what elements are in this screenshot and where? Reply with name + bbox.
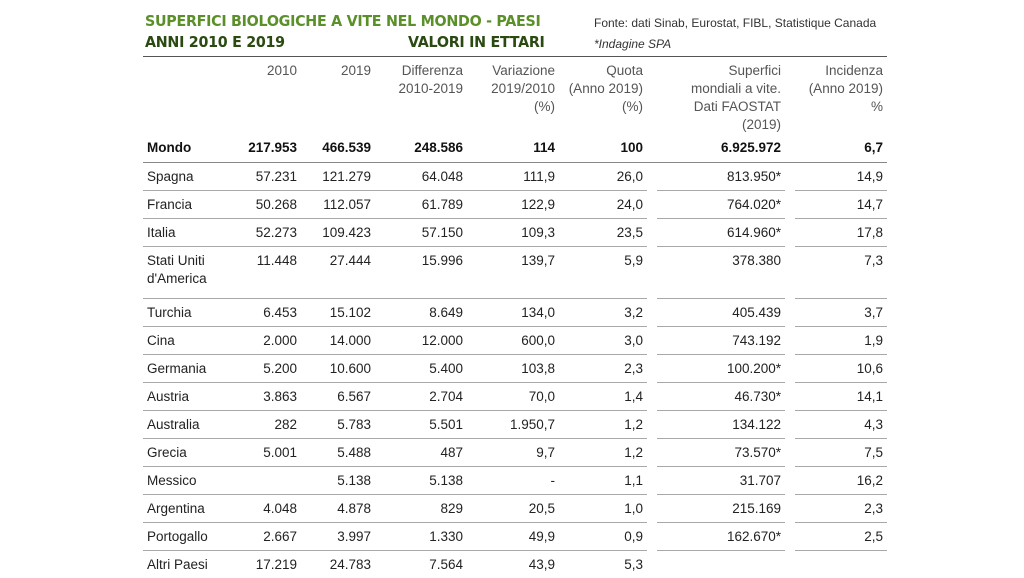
cell-diff: 64.048 <box>375 163 467 191</box>
cell-var: 600,0 <box>467 327 559 355</box>
cell-2010: 50.268 <box>233 191 301 219</box>
cell-var: 9,7 <box>467 439 559 467</box>
table-subtitle-units: VALORI IN ETTARI <box>408 33 545 51</box>
cell-2019: 24.783 <box>301 551 375 578</box>
country-name: Austria <box>143 383 233 411</box>
cell-quota: 1,4 <box>559 383 647 411</box>
cell-diff: 829 <box>375 495 467 523</box>
cell-2010: 17.219 <box>233 551 301 578</box>
cell-quota: 23,5 <box>559 219 647 247</box>
cell-superfici: 405.439 <box>657 299 785 327</box>
cell-var: - <box>467 467 559 495</box>
cell-superfici: 134.122 <box>657 411 785 439</box>
cell-2019: 14.000 <box>301 327 375 355</box>
cell-2010: 5.200 <box>233 355 301 383</box>
cell-2010: 5.001 <box>233 439 301 467</box>
cell-superfici: 378.380 <box>657 247 785 299</box>
cell-2010: 6.453 <box>233 299 301 327</box>
cell-superfici: 100.200* <box>657 355 785 383</box>
cell-incidenza: 14,7 <box>795 191 887 219</box>
header-row <box>143 60 887 134</box>
country-name: Spagna <box>143 163 233 191</box>
cell-superfici: 215.169 <box>657 495 785 523</box>
table-row <box>143 551 887 578</box>
footnote-indagine: *Indagine SPA <box>594 37 671 51</box>
table-title: SUPERFICI BIOLOGICHE A VITE NEL MONDO - PAESI <box>145 12 541 30</box>
cell-2010: 2.667 <box>233 523 301 551</box>
cell-incidenza: 1,9 <box>795 327 887 355</box>
table-row <box>143 523 887 551</box>
cell-incidenza: 2,3 <box>795 495 887 523</box>
cell-2019: 5.138 <box>301 467 375 495</box>
country-name: Italia <box>143 219 233 247</box>
table-row <box>143 247 887 299</box>
vineyard-table <box>143 60 887 578</box>
country-name: Cina <box>143 327 233 355</box>
cell-diff: 248.586 <box>375 134 467 163</box>
cell-superfici: 162.670* <box>657 523 785 551</box>
header-superfici: Superfici mondiali a vite. Dati FAOSTAT (2019) <box>657 60 785 134</box>
header-2010: 2010 <box>233 60 301 134</box>
cell-incidenza: 2,5 <box>795 523 887 551</box>
cell-quota: 1,1 <box>559 467 647 495</box>
cell-quota: 5,3 <box>559 551 647 578</box>
country-name: Australia <box>143 411 233 439</box>
cell-var: 114 <box>467 134 559 163</box>
cell-2010: 57.231 <box>233 163 301 191</box>
cell-quota: 3,0 <box>559 327 647 355</box>
cell-var: 1.950,7 <box>467 411 559 439</box>
table-row-world <box>143 134 887 163</box>
cell-2010: 2.000 <box>233 327 301 355</box>
header-2019: 2019 <box>301 60 375 134</box>
cell-2010: 282 <box>233 411 301 439</box>
cell-var: 70,0 <box>467 383 559 411</box>
cell-quota: 1,2 <box>559 439 647 467</box>
cell-quota: 24,0 <box>559 191 647 219</box>
cell-2019: 27.444 <box>301 247 375 299</box>
cell-superfici: 743.192 <box>657 327 785 355</box>
cell-diff: 7.564 <box>375 551 467 578</box>
cell-superfici <box>657 551 785 578</box>
cell-var: 122,9 <box>467 191 559 219</box>
cell-2010: 217.953 <box>233 134 301 163</box>
cell-2010: 11.448 <box>233 247 301 299</box>
table-row <box>143 327 887 355</box>
cell-superfici: 46.730* <box>657 383 785 411</box>
cell-diff: 61.789 <box>375 191 467 219</box>
cell-var: 109,3 <box>467 219 559 247</box>
cell-2019: 6.567 <box>301 383 375 411</box>
country-name: Argentina <box>143 495 233 523</box>
cell-quota: 26,0 <box>559 163 647 191</box>
cell-2019: 109.423 <box>301 219 375 247</box>
table-row <box>143 163 887 191</box>
cell-quota: 1,0 <box>559 495 647 523</box>
country-name: Mondo <box>143 134 233 163</box>
table-row <box>143 467 887 495</box>
cell-incidenza <box>795 551 887 578</box>
cell-var: 49,9 <box>467 523 559 551</box>
cell-var: 43,9 <box>467 551 559 578</box>
header-variazione: Variazione 2019/2010 (%) <box>467 60 559 134</box>
cell-var: 20,5 <box>467 495 559 523</box>
table-row <box>143 299 887 327</box>
cell-var: 103,8 <box>467 355 559 383</box>
country-name: Turchia <box>143 299 233 327</box>
country-name: Francia <box>143 191 233 219</box>
top-divider <box>143 56 887 57</box>
country-name: Messico <box>143 467 233 495</box>
cell-quota: 0,9 <box>559 523 647 551</box>
country-name: Stati Uniti d'America <box>143 247 233 299</box>
country-name: Germania <box>143 355 233 383</box>
cell-superfici: 764.020* <box>657 191 785 219</box>
cell-diff: 57.150 <box>375 219 467 247</box>
cell-2010: 3.863 <box>233 383 301 411</box>
cell-diff: 15.996 <box>375 247 467 299</box>
cell-incidenza: 7,5 <box>795 439 887 467</box>
cell-2019: 112.057 <box>301 191 375 219</box>
cell-superfici: 813.950* <box>657 163 785 191</box>
cell-incidenza: 16,2 <box>795 467 887 495</box>
cell-incidenza: 14,1 <box>795 383 887 411</box>
cell-incidenza: 4,3 <box>795 411 887 439</box>
cell-diff: 12.000 <box>375 327 467 355</box>
country-name: Portogallo <box>143 523 233 551</box>
cell-quota: 3,2 <box>559 299 647 327</box>
cell-var: 111,9 <box>467 163 559 191</box>
cell-quota: 100 <box>559 134 647 163</box>
table-row <box>143 495 887 523</box>
cell-superfici: 73.570* <box>657 439 785 467</box>
cell-2019: 10.600 <box>301 355 375 383</box>
cell-diff: 8.649 <box>375 299 467 327</box>
table-row <box>143 383 887 411</box>
cell-2010: 52.273 <box>233 219 301 247</box>
cell-2019: 466.539 <box>301 134 375 163</box>
cell-diff: 1.330 <box>375 523 467 551</box>
header-quota: Quota (Anno 2019) (%) <box>559 60 647 134</box>
cell-incidenza: 14,9 <box>795 163 887 191</box>
table-subtitle-years: ANNI 2010 E 2019 <box>145 33 285 51</box>
table-row <box>143 219 887 247</box>
cell-2019: 4.878 <box>301 495 375 523</box>
source-note: Fonte: dati Sinab, Eurostat, FIBL, Statistique Canada <box>594 16 876 30</box>
cell-var: 134,0 <box>467 299 559 327</box>
cell-2019: 15.102 <box>301 299 375 327</box>
table-row <box>143 411 887 439</box>
country-name: Grecia <box>143 439 233 467</box>
cell-2019: 121.279 <box>301 163 375 191</box>
cell-incidenza: 17,8 <box>795 219 887 247</box>
cell-var: 139,7 <box>467 247 559 299</box>
cell-2019: 3.997 <box>301 523 375 551</box>
header-country <box>143 60 233 134</box>
cell-quota: 5,9 <box>559 247 647 299</box>
cell-2010: 4.048 <box>233 495 301 523</box>
cell-diff: 5.501 <box>375 411 467 439</box>
table-row <box>143 355 887 383</box>
cell-diff: 487 <box>375 439 467 467</box>
cell-quota: 1,2 <box>559 411 647 439</box>
cell-incidenza: 10,6 <box>795 355 887 383</box>
country-name: Altri Paesi <box>143 551 233 578</box>
cell-diff: 5.138 <box>375 467 467 495</box>
cell-superfici: 6.925.972 <box>657 134 785 163</box>
cell-diff: 5.400 <box>375 355 467 383</box>
header-differenza: Differenza 2010-2019 <box>375 60 467 134</box>
cell-superfici: 614.960* <box>657 219 785 247</box>
table-row <box>143 191 887 219</box>
cell-quota: 2,3 <box>559 355 647 383</box>
cell-superfici: 31.707 <box>657 467 785 495</box>
cell-2019: 5.488 <box>301 439 375 467</box>
cell-diff: 2.704 <box>375 383 467 411</box>
cell-incidenza: 7,3 <box>795 247 887 299</box>
cell-incidenza: 6,7 <box>795 134 887 163</box>
cell-2010 <box>233 467 301 495</box>
cell-incidenza: 3,7 <box>795 299 887 327</box>
header-incidenza: Incidenza (Anno 2019) % <box>795 60 887 134</box>
cell-2019: 5.783 <box>301 411 375 439</box>
table-row <box>143 439 887 467</box>
